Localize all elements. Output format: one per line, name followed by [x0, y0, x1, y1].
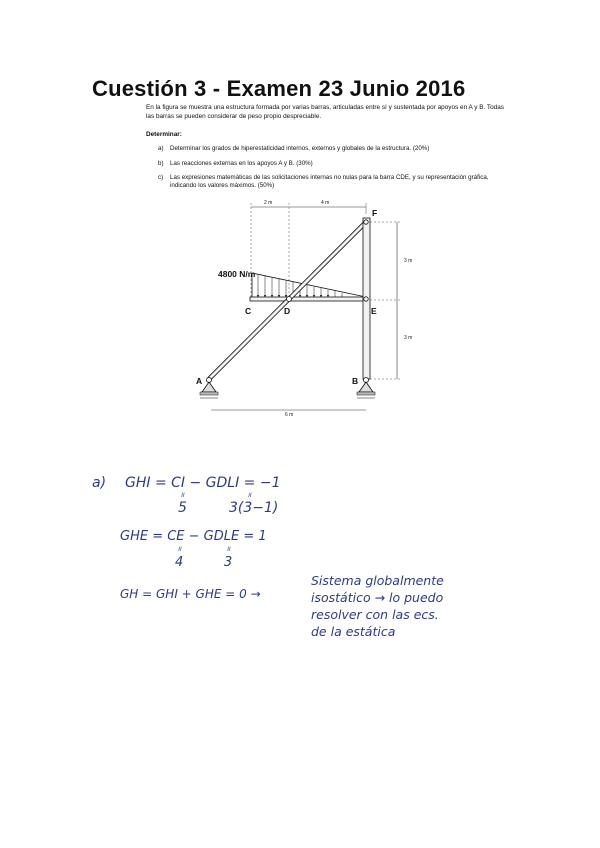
dim-right-upper: 3 m: [404, 258, 413, 264]
node-a-label: A: [196, 376, 203, 386]
node-f-label: F: [372, 208, 378, 218]
node-e-label: E: [371, 306, 377, 316]
load-label: 4800 N/m: [218, 269, 256, 279]
hand-note-2: isostático → lo puedo: [311, 590, 444, 605]
hand-a-label: a): [92, 475, 107, 491]
hand-line2-mark-left: ॥: [177, 545, 182, 553]
hand-line1-mark-right: ॥: [247, 491, 252, 499]
dim-right-lower: 3 m: [404, 335, 413, 341]
hand-note-4: de la estática: [311, 624, 396, 639]
hand-line2-sub-left: 4: [175, 555, 184, 570]
hand-line2-mark-right: ॥: [226, 545, 231, 553]
hand-line1-sub-right: 3(3−1): [229, 500, 279, 516]
task-b-label: b): [158, 160, 164, 167]
node-b-label: B: [352, 376, 359, 386]
node-c-label: C: [245, 306, 252, 316]
hinge-f: [364, 220, 368, 224]
hand-note-3: resolver con las ecs.: [311, 607, 439, 622]
dim-bottom: 6 m: [285, 412, 294, 418]
problem-statement: En la figura se muestra una estructura formada por varias barras, articuladas entre sí y sustentada por apoyos en A y B. Todas las barras se pueden considerar de peso propio despreciable.: [146, 104, 504, 120]
node-d-label: D: [284, 306, 291, 316]
support-a: [200, 378, 218, 399]
task-b-text: Las reacciones externas en los apoyos A y B. (30%): [170, 160, 313, 167]
dim-top-left: 2 m: [264, 200, 273, 206]
hand-line2: GHE = CE − GDLE = 1: [120, 529, 267, 544]
dim-top-right: 4 m: [321, 200, 330, 206]
hand-line3: GH = GHI + GHE = 0 →: [120, 587, 261, 601]
determine-heading: Determinar:: [146, 131, 182, 138]
task-a-label: a): [158, 145, 164, 152]
hand-line1-sub-left: 5: [178, 500, 187, 516]
task-a-text: Determinar los grados de hiperestaticidad internos, externos y globales de la estructura. (20%): [170, 145, 430, 152]
beam-cde: [250, 297, 367, 301]
task-c-text: Las expresiones matemáticas de las solicitaciones internas no nulas para la barra CDE, y su representación gráfica, indicando los valores máximos. (50%): [170, 174, 489, 189]
hinge-d: [287, 297, 292, 302]
hand-note-1: Sistema globalmente: [311, 573, 444, 588]
hand-line2-sub-right: 3: [224, 555, 233, 570]
task-c-label: c): [158, 174, 164, 181]
hand-line1-mark-left: ॥: [180, 491, 185, 499]
hand-line1: GHI = CI − GDLI = −1: [125, 475, 281, 491]
support-b: [357, 378, 375, 399]
handwritten-solution: [92, 475, 444, 639]
hinge-e: [364, 297, 368, 301]
page-title: Cuestión 3 - Examen 23 Junio 2016: [92, 76, 466, 101]
